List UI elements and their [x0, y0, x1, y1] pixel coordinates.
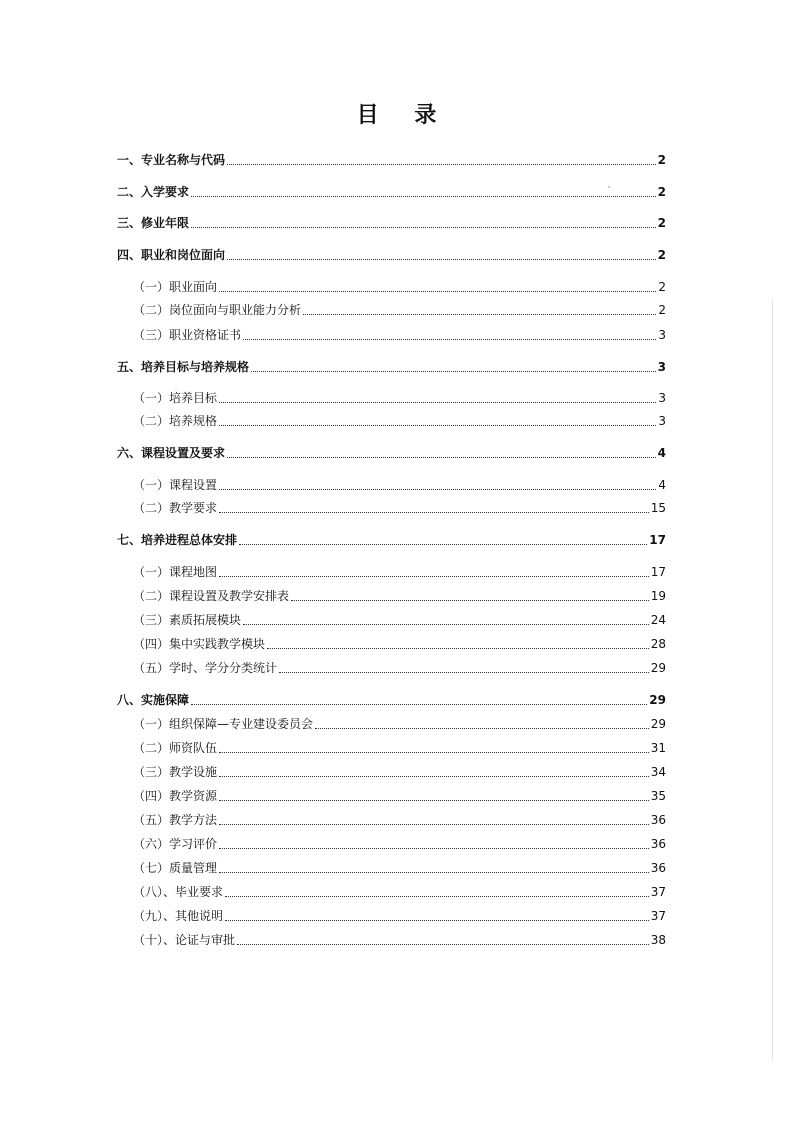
toc-dot-leader — [219, 575, 649, 577]
toc-entry-label: 一、专业名称与代码 — [117, 153, 226, 167]
toc-entry[interactable] — [133, 610, 666, 628]
toc-entry-page-number: 3 — [658, 414, 666, 428]
toc-entry-page-number: 17 — [649, 533, 666, 547]
toc-entry-label: 六、课程设置及要求 — [117, 446, 226, 460]
toc-entry-page-number: 38 — [650, 933, 666, 947]
toc-entry-label: （八）、毕业要求 — [133, 885, 224, 899]
toc-entry-label: （七）质量管理 — [133, 861, 218, 875]
toc-entry-label: （二）岗位面向与职业能力分析 — [133, 303, 302, 317]
toc-entry-page-number: 15 — [650, 501, 666, 515]
toc-dot-leader — [225, 895, 649, 897]
toc-dot-leader — [219, 871, 649, 873]
toc-dot-leader — [219, 511, 649, 513]
toc-dot-leader — [219, 290, 656, 292]
toc-entry[interactable] — [133, 858, 666, 876]
toc-entry[interactable] — [133, 786, 666, 804]
toc-entry-label: （一）课程地图 — [133, 565, 218, 579]
toc-entry[interactable] — [133, 634, 666, 652]
toc-entry-label: （一）课程设置 — [133, 478, 218, 492]
toc-entry-label: （一）培养目标 — [133, 391, 218, 405]
toc-entry-label: （三）教学设施 — [133, 765, 218, 779]
toc-entry-page-number: 19 — [650, 589, 666, 603]
toc-entry[interactable] — [133, 658, 666, 676]
toc-dot-leader — [227, 456, 656, 458]
toc-dot-leader — [219, 751, 649, 753]
toc-entry-page-number: 4 — [658, 478, 666, 492]
toc-entry-page-number: 24 — [650, 613, 666, 627]
toc-entry[interactable] — [133, 882, 666, 900]
toc-dot-leader — [219, 775, 649, 777]
toc-entry-label: 四、职业和岗位面向 — [117, 248, 226, 262]
toc-dot-leader — [191, 703, 647, 705]
toc-entry-label: （六）学习评价 — [133, 837, 218, 851]
toc-entry[interactable] — [117, 245, 666, 263]
toc-entry-page-number: 36 — [650, 813, 666, 827]
toc-entry[interactable] — [133, 300, 666, 318]
toc-entry[interactable] — [133, 586, 666, 604]
toc-entry-page-number: 29 — [650, 661, 666, 675]
toc-entry[interactable] — [133, 277, 666, 295]
toc-entry[interactable] — [133, 411, 666, 429]
toc-entry[interactable] — [133, 498, 666, 516]
toc-entry-page-number: 35 — [650, 789, 666, 803]
toc-dot-leader — [219, 799, 649, 801]
toc-dot-leader — [219, 488, 656, 490]
toc-entry[interactable] — [133, 388, 666, 406]
toc-dot-leader — [303, 313, 656, 315]
toc-entry[interactable] — [133, 906, 666, 924]
toc-entry-page-number: 37 — [650, 909, 666, 923]
toc-dot-leader — [267, 647, 649, 649]
page-title: 目 录 — [356, 103, 451, 128]
toc-entry-label: （三）职业资格证书 — [133, 328, 242, 342]
toc-entry-label: 二、入学要求 — [117, 185, 190, 199]
toc-dot-leader — [227, 258, 656, 260]
toc-entry-page-number: 29 — [649, 693, 666, 707]
toc-entry[interactable] — [133, 562, 666, 580]
toc-entry-page-number: 2 — [657, 153, 666, 167]
toc-dot-leader — [243, 338, 656, 340]
toc-entry-label: 七、培养进程总体安排 — [117, 533, 238, 547]
toc-dot-leader — [243, 623, 649, 625]
toc-entry[interactable] — [117, 213, 666, 231]
toc-dot-leader — [219, 847, 649, 849]
toc-entry-page-number: 2 — [658, 303, 666, 317]
toc-dot-leader — [219, 823, 649, 825]
toc-entry[interactable] — [117, 530, 666, 548]
toc-entry-page-number: 2 — [658, 280, 666, 294]
toc-entry[interactable] — [133, 930, 666, 948]
toc-entry-page-number: 17 — [650, 565, 666, 579]
toc-entry-label: （一）职业面向 — [133, 280, 218, 294]
toc-entry-page-number: 2 — [657, 185, 666, 199]
toc-entry-label: 八、实施保障 — [117, 693, 190, 707]
toc-entry-label: 三、修业年限 — [117, 216, 190, 230]
toc-entry[interactable] — [133, 738, 666, 756]
toc-entry[interactable] — [133, 475, 666, 493]
toc-entry[interactable] — [133, 810, 666, 828]
toc-entry-page-number: 36 — [650, 837, 666, 851]
toc-dot-leader — [291, 599, 649, 601]
toc-entry-label: （四）集中实践教学模块 — [133, 637, 266, 651]
toc-entry-label: 五、培养目标与培养规格 — [117, 360, 250, 374]
toc-entry-label: （二）师资队伍 — [133, 741, 218, 755]
toc-entry-page-number: 2 — [657, 216, 666, 230]
toc-entry-label: （五）教学方法 — [133, 813, 218, 827]
toc-dot-leader — [239, 543, 647, 545]
toc-entry-page-number: 34 — [650, 765, 666, 779]
toc-entry-page-number: 31 — [650, 741, 666, 755]
toc-entry[interactable] — [133, 325, 666, 343]
toc-entry-label: （二）课程设置及教学安排表 — [133, 589, 290, 603]
toc-entry-label: （一）组织保障—专业建设委员会 — [133, 717, 314, 731]
toc-dot-leader — [225, 919, 649, 921]
toc-entry-label: （二）培养规格 — [133, 414, 218, 428]
toc-entry-label: （五）学时、学分分类统计 — [133, 661, 278, 675]
toc-dot-leader — [191, 226, 656, 228]
toc-dot-leader — [237, 943, 649, 945]
toc-entry[interactable] — [133, 834, 666, 852]
toc-entry-label: （十）、论证与审批 — [133, 933, 236, 947]
toc-entry-label: （三）素质拓展模块 — [133, 613, 242, 627]
toc-entry-page-number: 29 — [650, 717, 666, 731]
toc-entry[interactable] — [133, 714, 666, 732]
toc-dot-leader — [279, 671, 649, 673]
toc-entry[interactable] — [117, 150, 666, 168]
toc-entry[interactable] — [117, 443, 666, 461]
toc-entry-page-number: 37 — [650, 885, 666, 899]
toc-dot-leader — [219, 401, 656, 403]
toc-entry-page-number: 3 — [658, 328, 666, 342]
scan-edge-line — [772, 300, 773, 1060]
toc-entry[interactable] — [117, 182, 666, 200]
toc-entry-page-number: 28 — [650, 637, 666, 651]
toc-entry-label: （九）、其他说明 — [133, 909, 224, 923]
toc-dot-leader — [227, 163, 656, 165]
toc-entry[interactable] — [133, 762, 666, 780]
toc-dot-leader — [191, 195, 656, 197]
toc-dot-leader — [315, 727, 649, 729]
toc-entry-page-number: 36 — [650, 861, 666, 875]
toc-entry-page-number: 4 — [657, 446, 666, 460]
toc-entry[interactable] — [117, 357, 666, 375]
toc-entry-label: （四）教学资源 — [133, 789, 218, 803]
toc-entry[interactable] — [117, 690, 666, 708]
toc-dot-leader — [251, 370, 656, 372]
toc-entry-page-number: 2 — [657, 248, 666, 262]
toc-entry-page-number: 3 — [658, 391, 666, 405]
scan-speck — [608, 186, 610, 188]
toc-entry-page-number: 3 — [657, 360, 666, 374]
toc-dot-leader — [219, 424, 656, 426]
toc-entry-label: （二）教学要求 — [133, 501, 218, 515]
